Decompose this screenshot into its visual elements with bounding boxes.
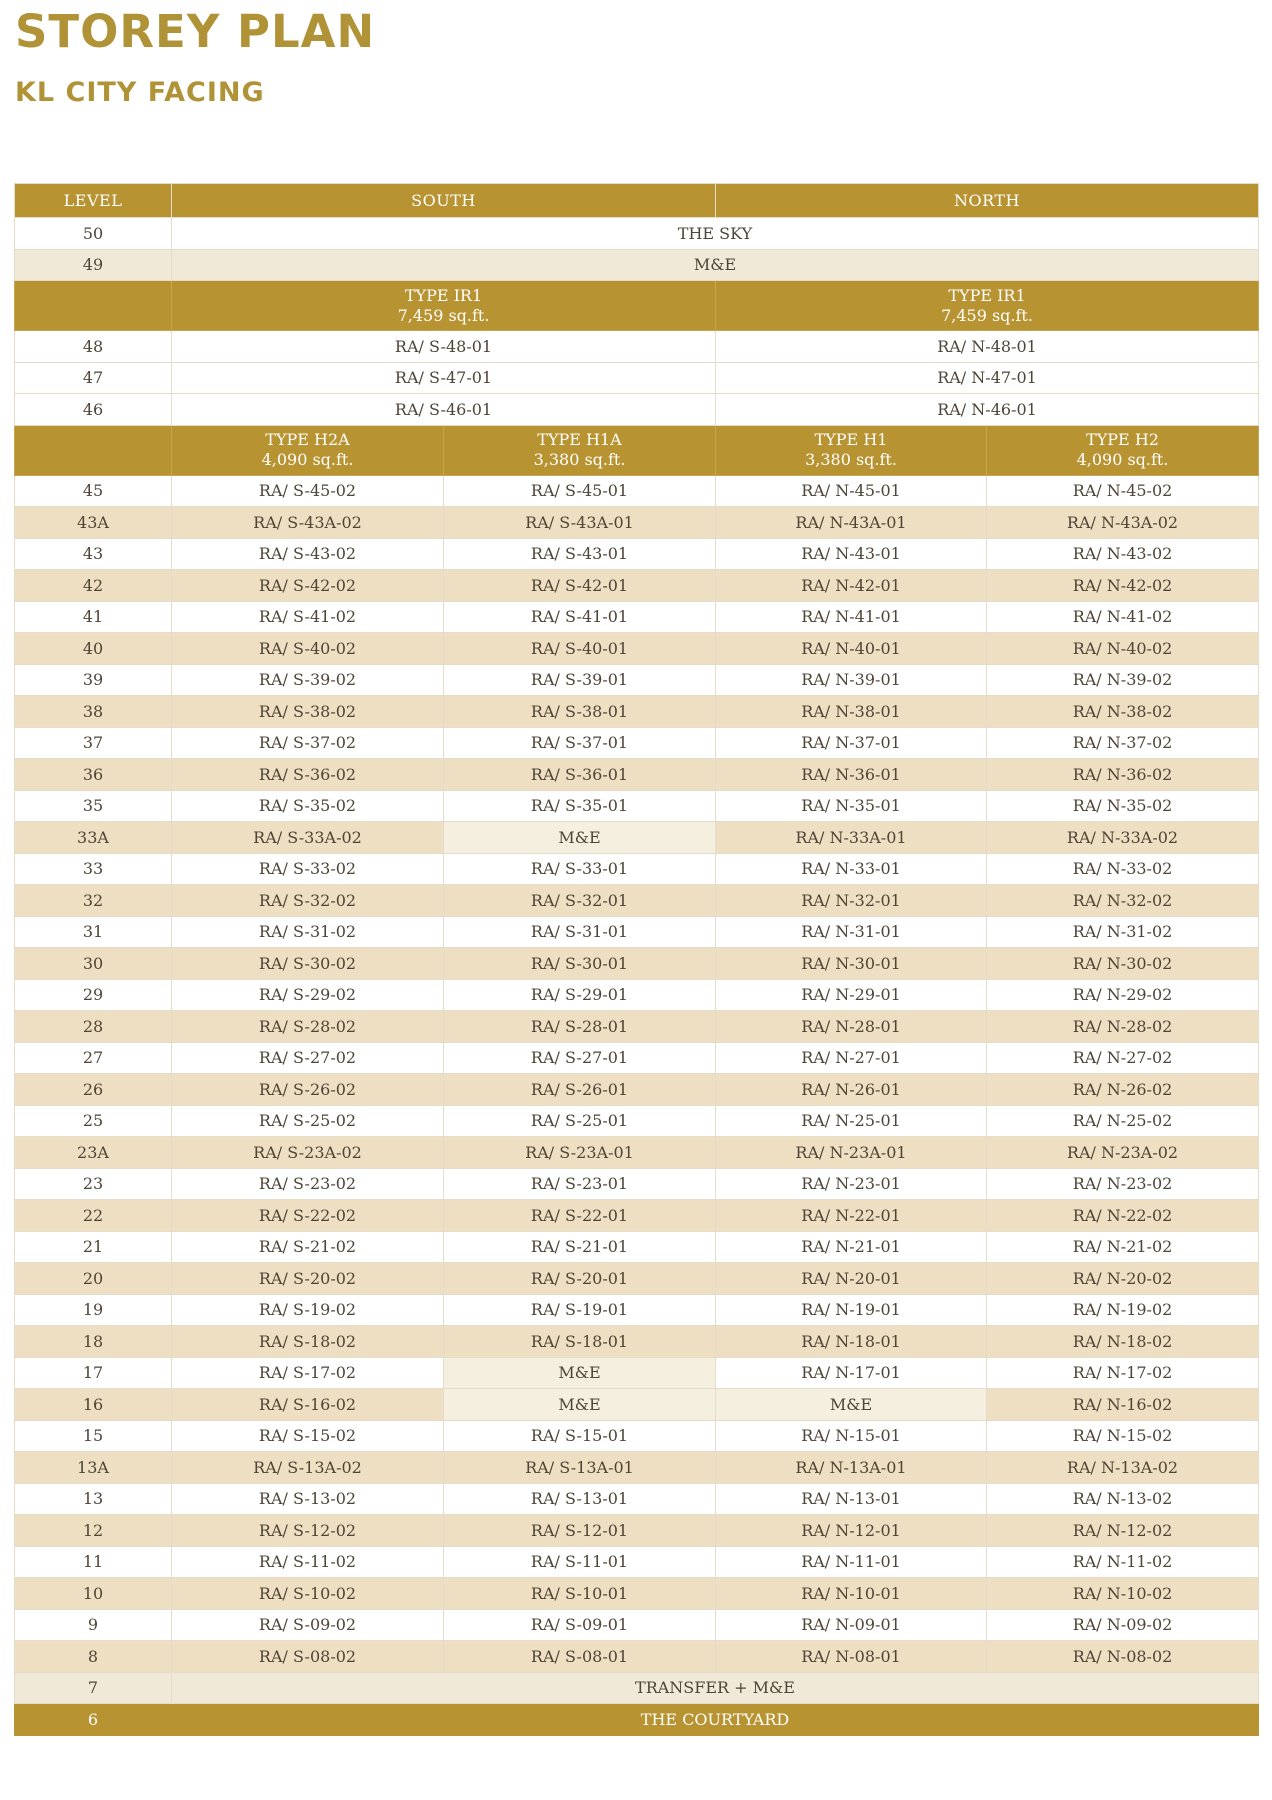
unit-cell: RA/ N-30-01: [716, 948, 987, 980]
unit-cell: RA/ S-43A-02: [172, 507, 444, 539]
unit-cell: RA/ N-33-01: [716, 853, 987, 885]
unit-cell: RA/ S-09-01: [444, 1609, 716, 1641]
unit-cell: RA/ S-38-01: [444, 696, 716, 728]
unit-cell: RA/ S-31-02: [172, 916, 444, 948]
unit-cell: RA/ S-45-01: [444, 475, 716, 507]
level-row-9: [15, 1609, 1259, 1641]
level-cell: 37: [15, 727, 172, 759]
level-cell: 38: [15, 696, 172, 728]
unit-cell: RA/ N-10-02: [987, 1578, 1259, 1610]
level-cell: 35: [15, 790, 172, 822]
level-row-20: [15, 1263, 1259, 1295]
unit-cell: RA/ N-13-02: [987, 1483, 1259, 1515]
unit-type-label: TYPE H1: [814, 430, 888, 449]
unit-cell: RA/ S-40-01: [444, 633, 716, 665]
unit-cell: RA/ S-26-01: [444, 1074, 716, 1106]
unit-cell: RA/ S-42-01: [444, 570, 716, 602]
level-cell: 8: [15, 1641, 172, 1673]
level-row-43A: [15, 507, 1259, 539]
unit-cell-south: RA/ S-47-01: [172, 362, 716, 394]
unit-cell: RA/ S-19-01: [444, 1294, 716, 1326]
unit-cell: RA/ N-39-01: [716, 664, 987, 696]
level-cell: 26: [15, 1074, 172, 1106]
level-cell: 16: [15, 1389, 172, 1421]
unit-cell: RA/ N-08-01: [716, 1641, 987, 1673]
unit-cell: RA/ N-16-02: [987, 1389, 1259, 1421]
unit-cell: RA/ N-28-01: [716, 1011, 987, 1043]
unit-cell: RA/ S-43A-01: [444, 507, 716, 539]
unit-cell: RA/ N-21-02: [987, 1231, 1259, 1263]
level-cell: 32: [15, 885, 172, 917]
unit-cell: RA/ N-43A-01: [716, 507, 987, 539]
unit-cell: RA/ N-25-01: [716, 1105, 987, 1137]
level-cell: 31: [15, 916, 172, 948]
penthouse-type-header-row: [15, 281, 1259, 331]
level-row-25: [15, 1105, 1259, 1137]
column-header-level: LEVEL: [15, 184, 172, 218]
unit-cell: RA/ S-39-02: [172, 664, 444, 696]
unit-cell: RA/ S-18-01: [444, 1326, 716, 1358]
level-cell: 28: [15, 1011, 172, 1043]
unit-cell: RA/ N-18-01: [716, 1326, 987, 1358]
unit-cell: RA/ S-38-02: [172, 696, 444, 728]
unit-cell: RA/ N-38-01: [716, 696, 987, 728]
level-row-17: [15, 1357, 1259, 1389]
unit-cell: RA/ N-31-02: [987, 916, 1259, 948]
level-row-13A: [15, 1452, 1259, 1484]
unit-cell: RA/ N-21-01: [716, 1231, 987, 1263]
mne-cell: M&E: [444, 1357, 716, 1389]
unit-size-label: 4,090 sq.ft.: [261, 450, 354, 469]
unit-size-label: 3,380 sq.ft.: [805, 450, 897, 469]
storey-plan-body: [15, 184, 1259, 1736]
type-header-south: [172, 281, 716, 331]
unit-cell: RA/ N-25-02: [987, 1105, 1259, 1137]
unit-cell: RA/ S-43-01: [444, 538, 716, 570]
unit-cell: RA/ S-40-02: [172, 633, 444, 665]
level-row-50: [15, 218, 1259, 250]
unit-cell: RA/ S-33A-02: [172, 822, 444, 854]
unit-cell: RA/ N-13A-02: [987, 1452, 1259, 1484]
unit-type-header-row: [15, 425, 1259, 475]
level-cell: 45: [15, 475, 172, 507]
unit-cell: RA/ N-11-02: [987, 1546, 1259, 1578]
unit-cell: RA/ S-41-02: [172, 601, 444, 633]
unit-cell: RA/ S-21-01: [444, 1231, 716, 1263]
unit-cell: RA/ N-23A-02: [987, 1137, 1259, 1169]
unit-cell: RA/ S-08-02: [172, 1641, 444, 1673]
level-row-45: [15, 475, 1259, 507]
unit-cell: RA/ N-43A-02: [987, 507, 1259, 539]
unit-cell: RA/ S-20-01: [444, 1263, 716, 1295]
level-row-8: [15, 1641, 1259, 1673]
level-row-22: [15, 1200, 1259, 1232]
level-row-35: [15, 790, 1259, 822]
level-row-37: [15, 727, 1259, 759]
unit-cell: RA/ S-10-01: [444, 1578, 716, 1610]
page-subtitle: KL CITY FACING: [15, 77, 265, 108]
unit-cell: RA/ N-30-02: [987, 948, 1259, 980]
level-cell: 23A: [15, 1137, 172, 1169]
unit-cell: RA/ N-37-02: [987, 727, 1259, 759]
level-cell: 18: [15, 1326, 172, 1358]
level-row-40: [15, 633, 1259, 665]
level-cell: 39: [15, 664, 172, 696]
level-row-43: [15, 538, 1259, 570]
level-cell: 7: [15, 1672, 172, 1704]
mne-cell: M&E: [444, 822, 716, 854]
level-row-26: [15, 1074, 1259, 1106]
unit-cell: RA/ S-25-01: [444, 1105, 716, 1137]
unit-cell: RA/ S-11-01: [444, 1546, 716, 1578]
unit-cell: RA/ N-20-02: [987, 1263, 1259, 1295]
unit-cell: RA/ S-20-02: [172, 1263, 444, 1295]
level-row-36: [15, 759, 1259, 791]
unit-cell: RA/ N-13-01: [716, 1483, 987, 1515]
unit-cell: RA/ S-32-02: [172, 885, 444, 917]
unit-cell: RA/ S-33-02: [172, 853, 444, 885]
unit-cell: RA/ S-26-02: [172, 1074, 444, 1106]
unit-cell: RA/ N-26-02: [987, 1074, 1259, 1106]
unit-cell: RA/ S-28-01: [444, 1011, 716, 1043]
unit-size-label: 7,459 sq.ft.: [397, 305, 490, 325]
unit-cell: RA/ S-23-01: [444, 1168, 716, 1200]
level-cell: 22: [15, 1200, 172, 1232]
unit-cell: RA/ S-13-01: [444, 1483, 716, 1515]
unit-cell: RA/ S-13-02: [172, 1483, 444, 1515]
level-cell: 6: [15, 1704, 172, 1736]
unit-cell: RA/ S-16-02: [172, 1389, 444, 1421]
level-cell: 27: [15, 1042, 172, 1074]
unit-cell: RA/ S-15-02: [172, 1420, 444, 1452]
level-cell: 17: [15, 1357, 172, 1389]
unit-cell: RA/ N-43-02: [987, 538, 1259, 570]
unit-cell: RA/ S-08-01: [444, 1641, 716, 1673]
unit-cell: RA/ N-23A-01: [716, 1137, 987, 1169]
unit-cell: RA/ N-38-02: [987, 696, 1259, 728]
level-row-19: [15, 1294, 1259, 1326]
unit-cell: RA/ N-31-01: [716, 916, 987, 948]
unit-cell-north: RA/ N-47-01: [716, 362, 1259, 394]
level-cell: 48: [15, 331, 172, 363]
unit-cell: RA/ N-42-01: [716, 570, 987, 602]
unit-cell: RA/ N-37-01: [716, 727, 987, 759]
unit-cell: RA/ N-19-01: [716, 1294, 987, 1326]
unit-cell: RA/ N-43-01: [716, 538, 987, 570]
level-cell: 20: [15, 1263, 172, 1295]
empty-header-cell: [15, 281, 172, 331]
unit-cell: RA/ S-37-02: [172, 727, 444, 759]
unit-cell: RA/ N-33A-01: [716, 822, 987, 854]
unit-cell: RA/ S-41-01: [444, 601, 716, 633]
level-row-31: [15, 916, 1259, 948]
unit-cell: RA/ N-15-01: [716, 1420, 987, 1452]
unit-cell: RA/ S-28-02: [172, 1011, 444, 1043]
level-row-41: [15, 601, 1259, 633]
level-row-27: [15, 1042, 1259, 1074]
unit-cell: RA/ N-08-02: [987, 1641, 1259, 1673]
type-header-cell: [987, 425, 1259, 475]
unit-cell: RA/ N-40-01: [716, 633, 987, 665]
level-row-7: [15, 1672, 1259, 1704]
level-cell: 12: [15, 1515, 172, 1547]
unit-cell: RA/ N-27-01: [716, 1042, 987, 1074]
unit-cell: RA/ S-37-01: [444, 727, 716, 759]
unit-cell: RA/ S-45-02: [172, 475, 444, 507]
unit-cell: RA/ S-15-01: [444, 1420, 716, 1452]
unit-cell: RA/ N-40-02: [987, 633, 1259, 665]
unit-cell: RA/ N-33A-02: [987, 822, 1259, 854]
mne-cell: M&E: [716, 1389, 987, 1421]
unit-cell: RA/ S-10-02: [172, 1578, 444, 1610]
unit-cell: RA/ N-35-02: [987, 790, 1259, 822]
unit-cell: RA/ S-23A-01: [444, 1137, 716, 1169]
empty-header-cell: [15, 425, 172, 475]
unit-cell: RA/ S-13A-02: [172, 1452, 444, 1484]
unit-cell: RA/ S-36-02: [172, 759, 444, 791]
level-cell: 46: [15, 394, 172, 426]
level-row-16: [15, 1389, 1259, 1421]
unit-cell: RA/ N-36-01: [716, 759, 987, 791]
unit-size-label: 4,090 sq.ft.: [1076, 450, 1169, 469]
unit-cell-south: RA/ S-48-01: [172, 331, 716, 363]
unit-cell: RA/ N-42-02: [987, 570, 1259, 602]
level-row-47: [15, 362, 1259, 394]
unit-cell: RA/ S-25-02: [172, 1105, 444, 1137]
unit-cell: RA/ N-45-02: [987, 475, 1259, 507]
unit-cell: RA/ N-27-02: [987, 1042, 1259, 1074]
level-cell: 33A: [15, 822, 172, 854]
level-cell: 23: [15, 1168, 172, 1200]
level-cell: 11: [15, 1546, 172, 1578]
page-title: STOREY PLAN: [15, 5, 376, 58]
unit-cell: RA/ N-13A-01: [716, 1452, 987, 1484]
unit-cell: RA/ S-30-01: [444, 948, 716, 980]
unit-cell: RA/ S-27-01: [444, 1042, 716, 1074]
type-header-cell: [172, 425, 444, 475]
unit-cell: RA/ N-32-02: [987, 885, 1259, 917]
unit-cell: RA/ N-12-02: [987, 1515, 1259, 1547]
column-header-south: SOUTH: [172, 184, 716, 218]
full-width-cell: THE COURTYARD: [172, 1704, 1259, 1736]
unit-cell: RA/ N-45-01: [716, 475, 987, 507]
unit-type-label: TYPE IR1: [948, 285, 1026, 305]
unit-cell: RA/ S-27-02: [172, 1042, 444, 1074]
full-width-cell: TRANSFER + M&E: [172, 1672, 1259, 1704]
unit-cell: RA/ N-32-01: [716, 885, 987, 917]
unit-cell: RA/ N-35-01: [716, 790, 987, 822]
level-cell: 15: [15, 1420, 172, 1452]
unit-cell: RA/ S-29-01: [444, 979, 716, 1011]
unit-cell: RA/ S-13A-01: [444, 1452, 716, 1484]
level-cell: 21: [15, 1231, 172, 1263]
full-width-cell: M&E: [172, 249, 1259, 281]
unit-type-label: TYPE H1A: [537, 430, 622, 449]
level-cell: 25: [15, 1105, 172, 1137]
unit-cell: RA/ N-22-02: [987, 1200, 1259, 1232]
unit-cell: RA/ S-43-02: [172, 538, 444, 570]
unit-cell: RA/ N-17-02: [987, 1357, 1259, 1389]
unit-cell: RA/ N-09-01: [716, 1609, 987, 1641]
unit-cell: RA/ N-09-02: [987, 1609, 1259, 1641]
unit-cell: RA/ S-19-02: [172, 1294, 444, 1326]
unit-cell: RA/ N-22-01: [716, 1200, 987, 1232]
unit-cell: RA/ S-22-01: [444, 1200, 716, 1232]
level-row-21: [15, 1231, 1259, 1263]
level-cell: 33: [15, 853, 172, 885]
unit-cell: RA/ S-29-02: [172, 979, 444, 1011]
unit-cell: RA/ S-11-02: [172, 1546, 444, 1578]
full-width-cell: THE SKY: [172, 218, 1259, 250]
level-row-12: [15, 1515, 1259, 1547]
storey-plan-table: [14, 183, 1259, 1736]
unit-type-label: TYPE H2: [1086, 430, 1159, 449]
unit-cell: RA/ N-12-01: [716, 1515, 987, 1547]
unit-cell: RA/ N-23-01: [716, 1168, 987, 1200]
level-row-23A: [15, 1137, 1259, 1169]
unit-cell: RA/ N-33-02: [987, 853, 1259, 885]
unit-cell: RA/ S-12-02: [172, 1515, 444, 1547]
unit-cell: RA/ N-17-01: [716, 1357, 987, 1389]
unit-type-label: TYPE IR1: [404, 285, 483, 305]
level-row-13: [15, 1483, 1259, 1515]
unit-cell: RA/ S-21-02: [172, 1231, 444, 1263]
level-row-42: [15, 570, 1259, 602]
unit-cell: RA/ S-30-02: [172, 948, 444, 980]
level-cell: 42: [15, 570, 172, 602]
unit-cell: RA/ N-29-01: [716, 979, 987, 1011]
unit-cell: RA/ S-36-01: [444, 759, 716, 791]
level-row-33: [15, 853, 1259, 885]
unit-size-label: 3,380 sq.ft.: [533, 450, 626, 469]
type-header-cell: [716, 425, 987, 475]
unit-cell-south: RA/ S-46-01: [172, 394, 716, 426]
level-cell: 50: [15, 218, 172, 250]
level-row-32: [15, 885, 1259, 917]
unit-size-label: 7,459 sq.ft.: [941, 305, 1033, 325]
level-row-6: [15, 1704, 1259, 1736]
unit-cell: RA/ N-15-02: [987, 1420, 1259, 1452]
unit-cell: RA/ N-41-01: [716, 601, 987, 633]
level-row-33A: [15, 822, 1259, 854]
unit-cell: RA/ N-18-02: [987, 1326, 1259, 1358]
unit-cell: RA/ S-39-01: [444, 664, 716, 696]
level-cell: 43A: [15, 507, 172, 539]
level-row-38: [15, 696, 1259, 728]
column-header-row: [15, 184, 1259, 218]
unit-cell: RA/ S-23A-02: [172, 1137, 444, 1169]
level-row-49: [15, 249, 1259, 281]
unit-cell: RA/ N-36-02: [987, 759, 1259, 791]
level-cell: 13A: [15, 1452, 172, 1484]
level-cell: 36: [15, 759, 172, 791]
unit-cell: RA/ S-42-02: [172, 570, 444, 602]
unit-cell: RA/ N-10-01: [716, 1578, 987, 1610]
unit-cell: RA/ N-20-01: [716, 1263, 987, 1295]
unit-cell: RA/ S-22-02: [172, 1200, 444, 1232]
mne-cell: M&E: [444, 1389, 716, 1421]
level-row-48: [15, 331, 1259, 363]
level-cell: 30: [15, 948, 172, 980]
unit-cell: RA/ S-18-02: [172, 1326, 444, 1358]
unit-cell: RA/ S-23-02: [172, 1168, 444, 1200]
unit-cell: RA/ N-26-01: [716, 1074, 987, 1106]
column-header-north: NORTH: [716, 184, 1259, 218]
level-row-39: [15, 664, 1259, 696]
unit-cell: RA/ N-11-01: [716, 1546, 987, 1578]
level-cell: 29: [15, 979, 172, 1011]
unit-cell: RA/ S-09-02: [172, 1609, 444, 1641]
unit-cell: RA/ S-31-01: [444, 916, 716, 948]
level-cell: 10: [15, 1578, 172, 1610]
level-cell: 9: [15, 1609, 172, 1641]
level-row-15: [15, 1420, 1259, 1452]
unit-cell: RA/ N-28-02: [987, 1011, 1259, 1043]
level-row-18: [15, 1326, 1259, 1358]
unit-cell: RA/ N-39-02: [987, 664, 1259, 696]
type-header-cell: [444, 425, 716, 475]
level-row-11: [15, 1546, 1259, 1578]
unit-cell: RA/ S-35-01: [444, 790, 716, 822]
level-row-28: [15, 1011, 1259, 1043]
level-row-23: [15, 1168, 1259, 1200]
level-cell: 47: [15, 362, 172, 394]
unit-cell: RA/ N-29-02: [987, 979, 1259, 1011]
level-row-29: [15, 979, 1259, 1011]
unit-type-label: TYPE H2A: [265, 430, 350, 449]
unit-cell: RA/ S-12-01: [444, 1515, 716, 1547]
level-row-10: [15, 1578, 1259, 1610]
level-cell: 13: [15, 1483, 172, 1515]
unit-cell-north: RA/ N-46-01: [716, 394, 1259, 426]
level-cell: 40: [15, 633, 172, 665]
level-row-46: [15, 394, 1259, 426]
unit-cell: RA/ N-41-02: [987, 601, 1259, 633]
unit-cell: RA/ S-33-01: [444, 853, 716, 885]
level-cell: 49: [15, 249, 172, 281]
type-header-north: [716, 281, 1259, 331]
level-row-30: [15, 948, 1259, 980]
level-cell: 19: [15, 1294, 172, 1326]
unit-cell-north: RA/ N-48-01: [716, 331, 1259, 363]
unit-cell: RA/ S-32-01: [444, 885, 716, 917]
level-cell: 43: [15, 538, 172, 570]
unit-cell: RA/ N-19-02: [987, 1294, 1259, 1326]
unit-cell: RA/ N-23-02: [987, 1168, 1259, 1200]
unit-cell: RA/ S-35-02: [172, 790, 444, 822]
unit-cell: RA/ S-17-02: [172, 1357, 444, 1389]
level-cell: 41: [15, 601, 172, 633]
